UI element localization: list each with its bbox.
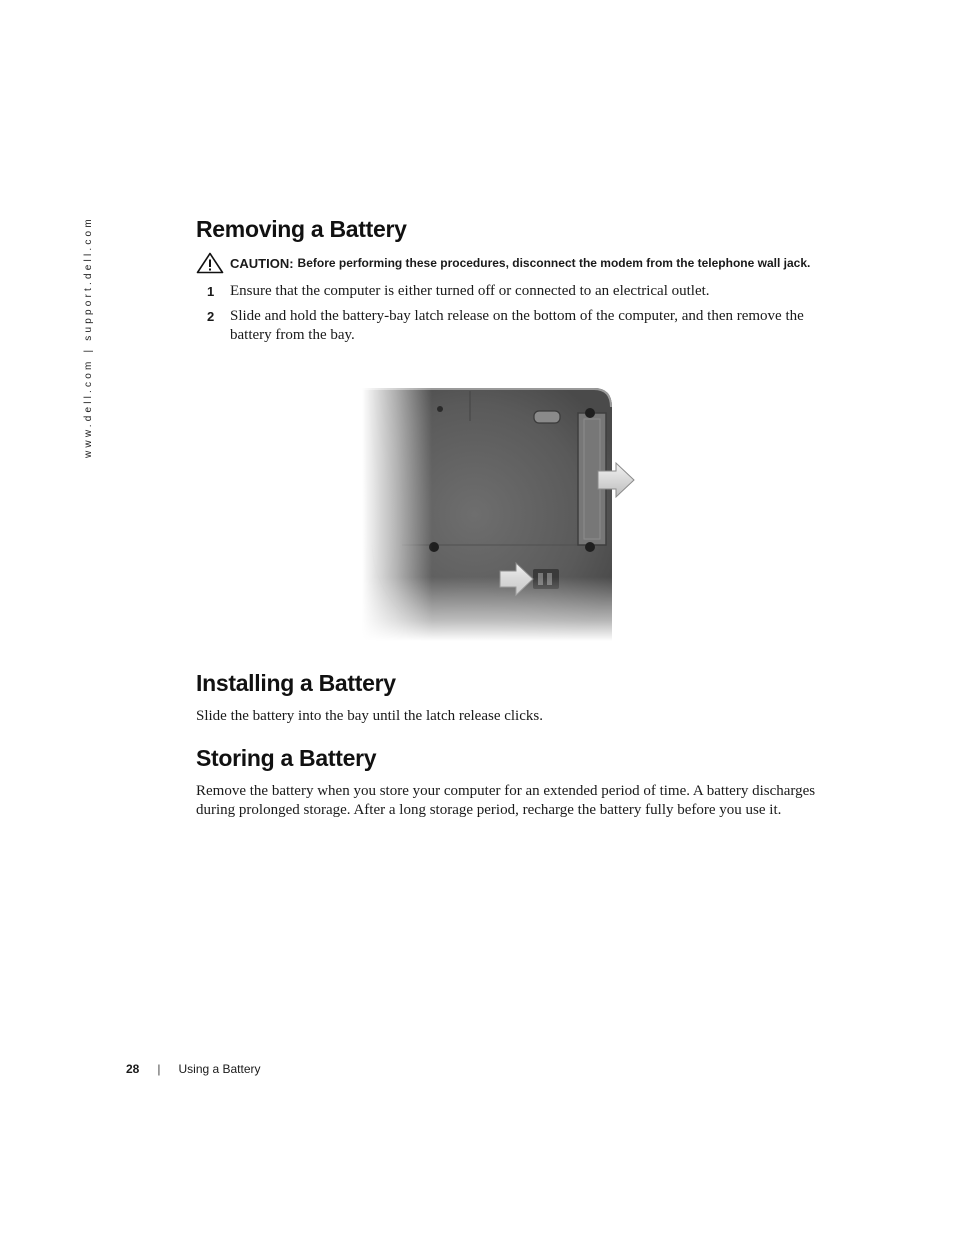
- installing-heading: Installing a Battery: [196, 670, 396, 696]
- chapter-title: Using a Battery: [178, 1062, 261, 1076]
- step-number: 2: [207, 309, 215, 324]
- battery-removal-illustration: [362, 385, 642, 641]
- step-text: Ensure that the computer is either turned off or connected to an electrical outlet.: [230, 283, 710, 299]
- page-footer: [126, 1062, 261, 1076]
- installing-section: [196, 670, 816, 726]
- installing-text: Slide the battery into the bay until the latch release clicks.: [196, 708, 543, 724]
- removing-heading: Removing a Battery: [196, 216, 407, 242]
- footer-separator: |: [157, 1062, 161, 1076]
- page-number: 28: [126, 1062, 140, 1076]
- step-item: [196, 282, 816, 301]
- steps-list: [196, 282, 816, 345]
- removing-section: [196, 216, 816, 351]
- storing-section: [196, 745, 816, 820]
- storing-text: Remove the battery when you store your computer for an extended period of time. A battery discharges during prolonged storage. After a long storage period, recharge the battery fully before you use it.: [196, 783, 816, 818]
- storing-heading: Storing a Battery: [196, 745, 377, 771]
- warning-triangle-icon: [196, 252, 224, 274]
- caution-label: CAUTION:: [230, 256, 294, 271]
- side-url: www.dell.com | support.dell.com: [83, 216, 94, 458]
- caution-text: Before performing these procedures, disconnect the modem from the telephone wall jack.: [297, 256, 811, 270]
- step-number: 1: [207, 284, 215, 299]
- step-item: [196, 307, 816, 345]
- step-text: Slide and hold the battery-bay latch release on the bottom of the computer, and then remove the battery from the bay.: [230, 308, 804, 343]
- caution-notice: [196, 256, 816, 274]
